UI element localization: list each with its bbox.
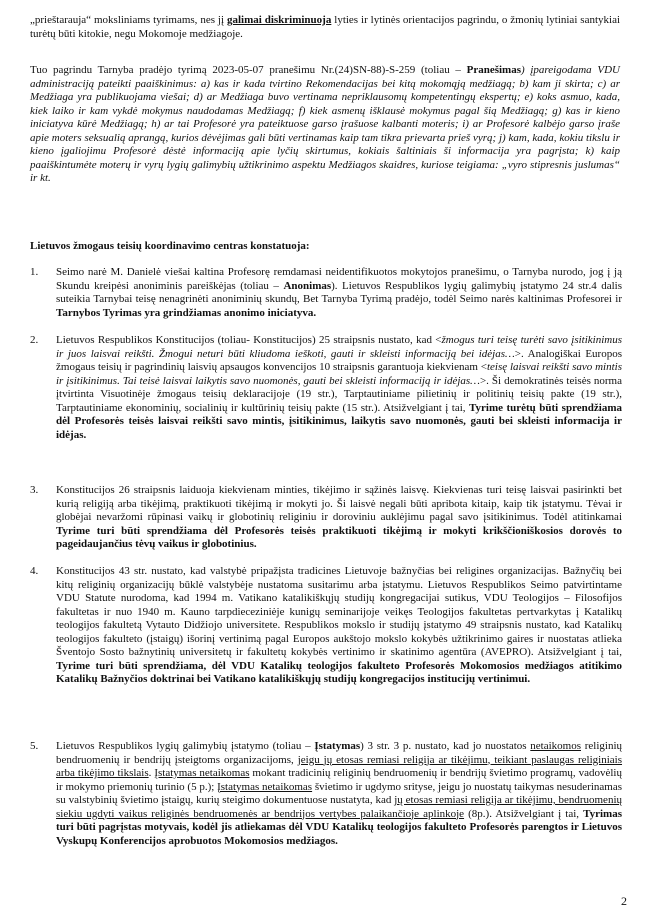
text-run: švietimo ir ugdymo srityse, jeigu jo nuostatų taikymas nesuderinamas su valstybinių švietimo įstaigų, kurių steigimo dokumentuose nustatyta, kad	[56, 780, 622, 806]
text-run: mokant tradicinių religinių bendruomenių ir bendrijų švietimo programų, vadovėlių ir mokymo priemonių turinio (5 p.);	[56, 767, 622, 793]
underlined-run: Įstatymas netaikomas	[217, 780, 313, 793]
item-number: 4.	[30, 565, 39, 577]
item-text	[56, 565, 622, 687]
emphasis-run: Tyrime turi būti sprendžiama, dėl VDU Katalikų teologijos fakulteto Profesorės Mokomosios medžiagos atitikimo Katalikų Bažnyčios doktrinai bei Vatikano katalikiškųjų studijų kongregacijos institucijų vertinimui.	[56, 659, 622, 685]
italic-run: ) įpareigodama VDU administraciją pateikti paaiškinimus: a) kas ir kada tvirtino Rekomendacijas bei kitą mokomąją medžiagą; b) kam ji skirta; c) ar Medžiaga yra publikuojama viešai; d) ar Medžiaga buvo vertinama nepriklausomų kompetentingų ekspertų; e) koks asmuo, kada, kiek laiko ir kam vykdė mokymus naudodamas Medžiagą; f) kiek asmenų išklausė mokymus pagal šią Medžiagą; g) kas ir kieno iniciatyva kūrė Medžiagą; h) ar tai Profesorė yra pateiktuose garso įrašuose kalbanti moteris; i) ar Profesorė kalbėjo garso įraše apie moters seksualią aprangą, kurios dėvėjimas gali būti vertinamas kaip tam tikra prievarta prieš vyrą; j) kam, kada, kokiu tikslu ir kieno įgaliojimu Profesorė dėstė informaciją apie lyčių skirtumus, kokiais šaltiniais ši informacija yra pagrįsta; k) kaip paaiškintumėte moterų ir vyrų lygių galimybių užtikrinimo aspektu Medžiagos skaidres, kuriose teigiama: „vyro stipresnis juslumas“ ir kt.	[30, 64, 620, 184]
emphasis-run: Tyrime turi būti sprendžiama dėl Profesorės teisės praktikuoti tikėjimą ir mokyti krikščioniškosios dorovės to pageidaujančius tėvų vaikus ir globotinius.	[56, 524, 622, 550]
underlined-run: Įstatymas netaikomas	[154, 767, 250, 779]
text-run: Konstitucijos 26 straipsnis laiduoja kiekvienam minties, tikėjimo ir sąžinės laisvę. Kiekvienas turi teisę laisvai pasirinkti bet kurią religiją arba tikėjimą, praktikuoti tikėjimą ir mokyti jo. Ši laisvė negali būti apribota kitaip, kaip tik įstatymu. Tėvai ir globėjai nevaržomi rūpinasi vaikų ir globotinių religiniu ir doroviniu auklėjimu pagal savo įsitikinimus. Todėl atitinkamai	[56, 484, 622, 523]
item-number: 3.	[30, 484, 39, 496]
item-number: 1.	[30, 266, 39, 278]
intro-paragraph-1	[30, 14, 620, 41]
underlined-run: netaikomos	[530, 740, 581, 752]
text-run: Lietuvos Respublikos lygių galimybių įstatymo (toliau –	[56, 740, 315, 752]
text-run: Tuo pagrindu Tarnyba pradėjo tyrimą 2023-05-07 pranešimu Nr.(24)SN-88)-S-259 (toliau –	[30, 64, 467, 76]
text-run: ). Lietuvos Respublikos lygių galimybių įstatymo 24 str.4 dalis suteikia Tarnybai teisę nenagrinėti anoniminių skundų, Bet Tarnyba Tyrimą pradėjo, todėl Seimo narės kaltinimas Profesorei ir	[56, 279, 623, 305]
text-run: lyties ir lytinės orientacijos pagrindu, o žmonių lytiniai santykiai turėtų būti kitokie, negu Mokomoje medžiagoje.	[30, 14, 621, 40]
text-run: Konstitucijos 43 str. nustato, kad valstybė pripažįsta tradicines Lietuvoje bažnyčias bei religines organizacijas. Bažnyčių bei kitų religinių organizacijų būklė valstybėje nustatoma susitarimu arba įstatymu. Lietuvos Respublikos Seimo patvirtintame VDU Statute nurodoma, kad 1994 m. Vatikano katalikiškųjų studijų kongregacijai sutikus, VDU Teologijos – Filosofijos fakultetas ir nuo 1940 m. Kauno tarpdieceziniėje kunigų seminarijoje veikęs Teologijos fakultetas pertvarkytas į Katalikų teologijos fakultetą Vytauto Didžiojo universitete. Respublikos mokslo ir studijų įstatymo 49 straipsnis nustato, kad Katalikų teologijos fakulteto (įstaigų) išorinį vertinimą pagal Europos aukštojo mokslo kokybės užtikrinimo gaires ir nuostatas atlieka Šventojo Sosto bažnytinių universitetų ir fakultetų kokybės vertinimo ir skatinimo agentūra (AVEPRO). Atsižvelgiant į tai,	[56, 565, 622, 658]
item-text	[56, 740, 622, 848]
text-run: (8p.). Atsižvelgiant į tai,	[464, 807, 584, 820]
item-text	[56, 334, 622, 442]
text-run: „prieštarauja“ moksliniams tyrimams, nes jį	[30, 14, 227, 26]
underlined-run: jų etosas remiasi religija ar tikėjimu, bendruomenių siekiu ugdyti vaikus religinės bendruomenės ar bendrijos vertybes palaikančioje aplinkoje	[56, 794, 622, 820]
page-number: 2	[621, 893, 627, 908]
emphasis-run: Anonimas	[283, 279, 332, 292]
text-run: >. Analogiškai Europos žmogaus teisių ir pagrindinių laisvių apsaugos konvencijos 10 straipsnis garantuoja kiekvienam <	[56, 347, 622, 373]
section-heading: Lietuvos žmogaus teisių koordinavimo centras konstatuoja:	[30, 240, 310, 252]
item-text	[56, 266, 622, 320]
emphasis-run: Pranešimas	[466, 64, 521, 76]
text-run: religinių bendruomenių ir bendrijų įsteigtoms organizacijoms,	[56, 740, 622, 766]
item-number: 5.	[30, 740, 39, 752]
text-run: Lietuvos Respublikos Konstitucijos (toliau- Konstitucijos) 25 straipsnis nustato, kad <	[56, 334, 442, 346]
emphasis-run: Tyrimas turi būti pagrįstas motyvais, kodėl jis atliekamas dėl VDU Katalikų teologijos fakulteto Profesorės parengtos ir Lietuvos Vyskupų Konferencijos aprobuotos Mokomosios medžiagos.	[56, 807, 622, 847]
emphasis-run: Įstatymas	[314, 740, 361, 752]
text-run: >. Ši demokratinės teisės norma įtvirtinta Visuotinėje žmogaus teisių deklaracijoje (19 str.), Tarptautiniame pilietinių ir politinių teisių pakte (19 str.), Tarptautiniame ekonominių, socialinių ir kultūrinių teisių pakte (15 str.). Atsižvelgiant į tai,	[56, 374, 622, 414]
italic-run: teisę laisvai reikšti savo mintis ir įsitikinimus. Tai teisė laisvai laikytis savo nuomonės, gauti bei skleisti informaciją ir idėjas…	[56, 361, 622, 387]
emphasis-run: galimai diskriminuoja	[226, 14, 332, 26]
text-run: Seimo narė M. Danielė viešai kaltina Profesorę remdamasi neidentifikuotos mokytojos pranešimu, o Tarnyba nurodo, jog į ją Skundu kreipėsi anoniminis pareiškėjas (toliau –	[56, 266, 622, 292]
intro-paragraph-2	[30, 64, 620, 186]
emphasis-run: Tarnybos Tyrimas yra grindžiamas anonimo iniciatyva.	[56, 306, 317, 319]
underlined-run: jeigu jų etosas remiasi religija ar tikėjimu, teikiant paslaugas religiniais arba tikėjimo tikslais	[56, 753, 623, 779]
emphasis-run: Tyrime turėtų būti sprendžiama dėl Profesorės teisės laisvai reikšti savo mintis, įsitikinimus, laikytis savo nuomonės, gauti bei skleisti informacija ir idėjas.	[56, 401, 622, 441]
item-number: 2.	[30, 334, 39, 346]
text-run: .	[148, 767, 155, 779]
italic-run: žmogus turi teisę turėti savo įsitikinimus ir juos laisvai reikšti. Žmogui neturi būti kliudoma ieškoti, gauti ir skleisti informaciją bei idėjas…	[56, 334, 622, 360]
item-text	[56, 484, 622, 552]
text-run: ) 3 str. 3 p. nustato, kad jo nuostatos	[360, 740, 531, 752]
